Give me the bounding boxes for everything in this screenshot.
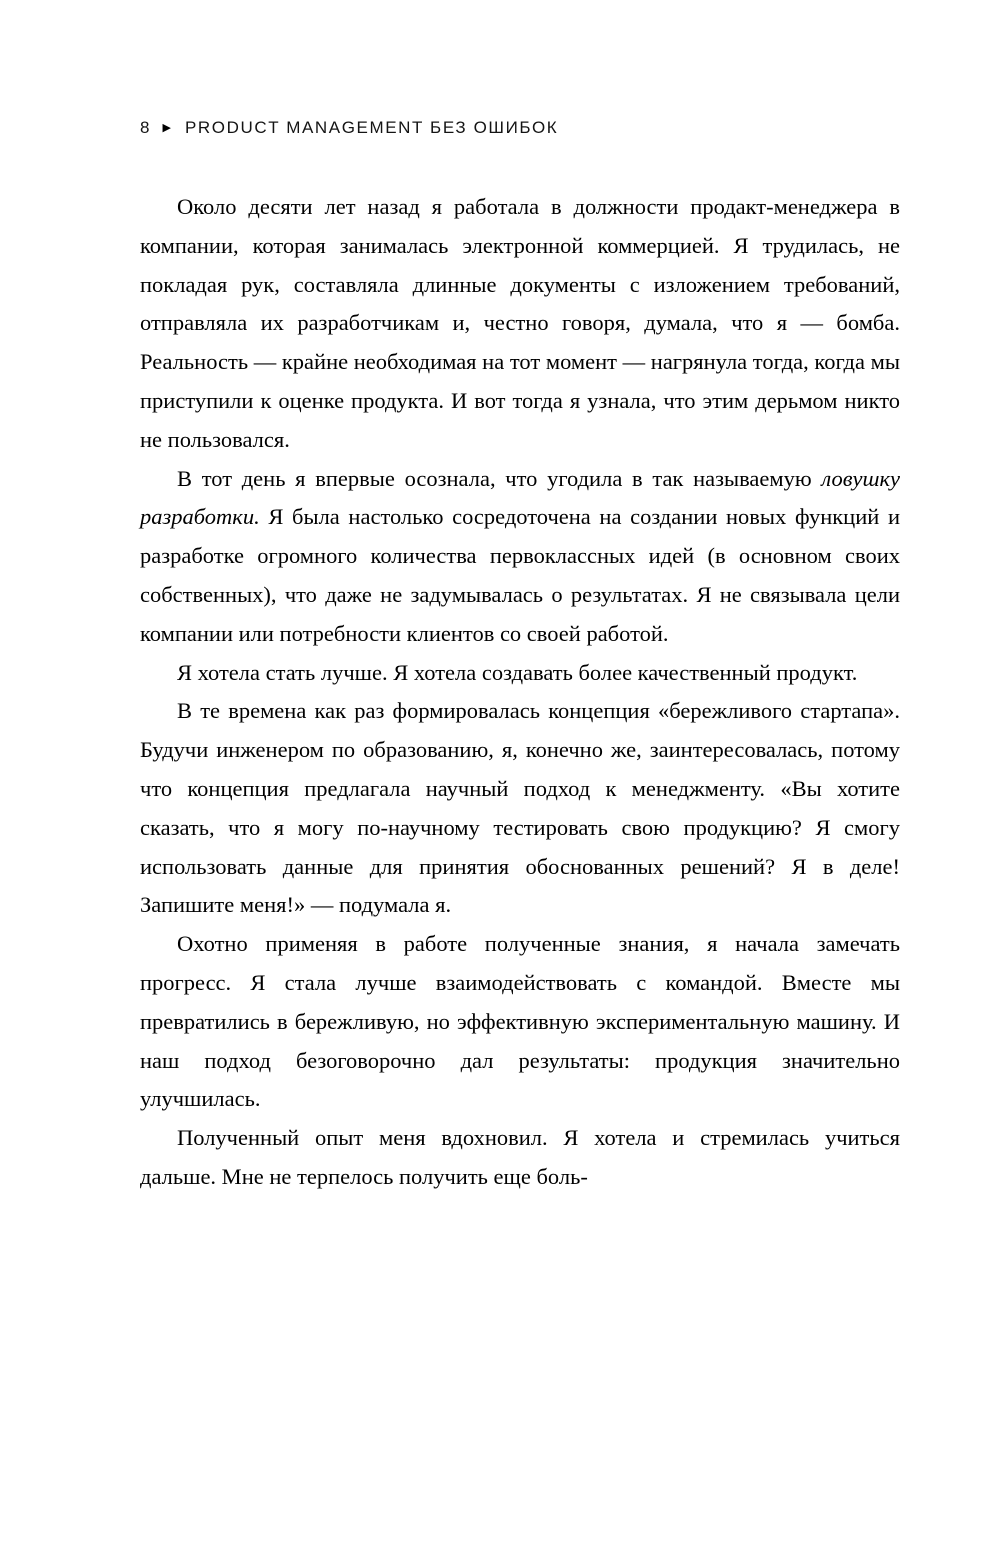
paragraph-text: Я была настолько сосредоточена на создании новых функций и разработке огромного количества первоклассных идей (в основном своих собственных), что даже не задумывалась о результатах. Я не связывала цели компании или потребности клиентов со своей работой. [140, 504, 900, 646]
page-header [140, 118, 900, 138]
paragraph: В те времена как раз формировалась концепция «бережливого стартапа». Будучи инженером по образованию, я, конечно же, заинтересовалась, потому что концепция предлагала научный подход к менеджменту. «Вы хотите сказать, что я могу по-научному тестировать свою продукцию? Я смогу использовать данные для принятия обоснованных решений? Я в деле! Запишите меня!» — подумала я. [140, 698, 900, 918]
paragraph [140, 460, 900, 654]
paragraph: Я хотела стать лучше. Я хотела создавать более качественный продукт. [177, 659, 858, 685]
paragraph: Охотно применяя в работе полученные знания, я начала замечать прогресс. Я стала лучше взаимодействовать с командой. Вместе мы превратились в бережливую, но эффективную экспериментальную машину. И наш подход безоговорочно дал результаты: продукция значительно улучшилась. [140, 931, 900, 1112]
page-number: 8 [140, 118, 150, 137]
paragraph: Полученный опыт меня вдохновил. Я хотела и стремилась учиться дальше. Мне не терпелось получить еще боль- [140, 1125, 900, 1189]
triangle-bullet-icon: ▶ [162, 121, 171, 134]
page-body [140, 188, 900, 1197]
running-title: PRODUCT MANAGEMENT БЕЗ ОШИБОК [184, 118, 559, 137]
paragraph: Около десяти лет назад я работала в должности продакт-менеджера в компании, которая занималась электронной коммерцией. Я трудилась, не покладая рук, составляла длинные документы с изложением требований, отправляла их разработчикам и, честно говоря, думала, что я — бомба. Реальность — крайне необходимая на тот момент — нагрянула тогда, когда мы приступили к оценке продукта. И вот тогда я узнала, что этим дерьмом никто не пользовался. [140, 194, 900, 452]
italic-phrase: ловушку разработки. [140, 465, 900, 530]
paragraph-text: В тот день я впервые осознала, что угодила в так называемую [177, 465, 822, 491]
